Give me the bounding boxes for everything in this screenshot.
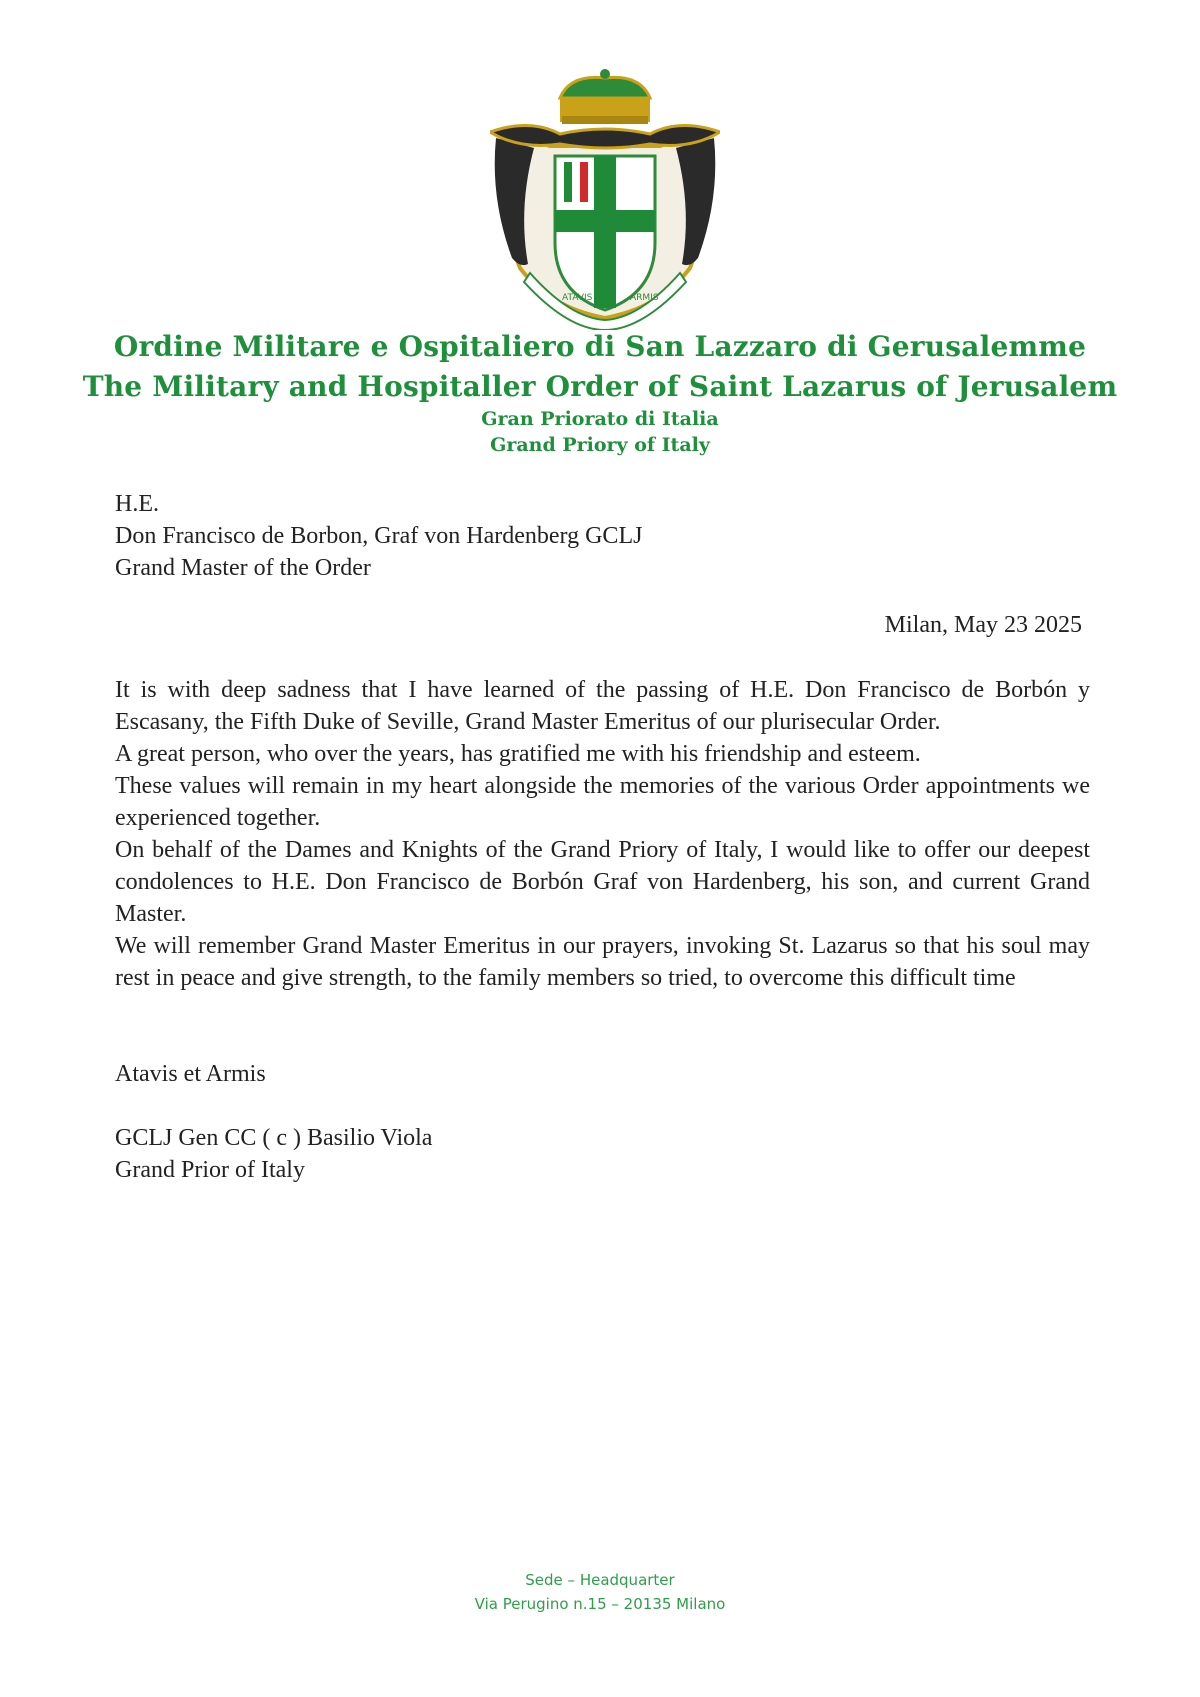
recipient-name: Don Francisco de Borbon, Graf von Hardenberg GCLJ xyxy=(115,523,643,549)
priory-name-italian: Gran Priorato di Italia xyxy=(481,408,719,430)
body-paragraph: We will remember Grand Master Emeritus in our prayers, invoking St. Lazarus so that his soul may rest in peace and give strength, to the family members so tried, to overcome this difficult time xyxy=(115,933,1090,991)
recipient-title: Grand Master of the Order xyxy=(115,555,371,581)
body-paragraph: These values will remain in my heart alongside the memories of the various Order appointments we experienced together. xyxy=(115,773,1090,831)
recipient-address xyxy=(115,488,642,584)
priory-name-english: Grand Priory of Italy xyxy=(490,434,710,456)
body-paragraph: On behalf of the Dames and Knights of the Grand Priory of Italy, I would like to offer our deepest condolences to H.E. Don Francisco de Borbón Graf von Hardenberg, his son, and current Grand Master. xyxy=(115,837,1090,927)
body-paragraph: A great person, who over the years, has gratified me with his friendship and esteem. xyxy=(115,741,921,767)
body-paragraph: It is with deep sadness that I have learned of the passing of H.E. Don Francisco de Borbón y Escasany, the Fifth Duke of Seville, Grand Master Emeritus of our plurisecular Order. xyxy=(115,677,1090,735)
recipient-honorific: H.E. xyxy=(115,491,159,517)
crest-motto-right: ARMIS xyxy=(630,293,659,303)
letter-body xyxy=(115,674,1090,994)
order-coat-of-arms xyxy=(490,68,720,330)
signature-block xyxy=(115,1122,432,1186)
order-name-italian: Ordine Militare e Ospitaliero di San Lazzaro di Gerusalemme xyxy=(113,330,1087,363)
order-name-english: The Military and Hospitaller Order of Saint Lazarus of Jerusalem xyxy=(82,370,1118,403)
footer-address: Via Perugino n.15 – 20135 Milano xyxy=(474,1595,726,1613)
crest-motto-left: ATAVIS xyxy=(562,293,593,303)
closing-motto: Atavis et Armis xyxy=(115,1061,266,1087)
signatory-title: Grand Prior of Italy xyxy=(115,1157,305,1183)
signatory-name: GCLJ Gen CC ( c ) Basilio Viola xyxy=(115,1125,433,1151)
footer-headquarter-label: Sede – Headquarter xyxy=(525,1571,675,1589)
letter-date: Milan, May 23 2025 xyxy=(884,612,1082,638)
